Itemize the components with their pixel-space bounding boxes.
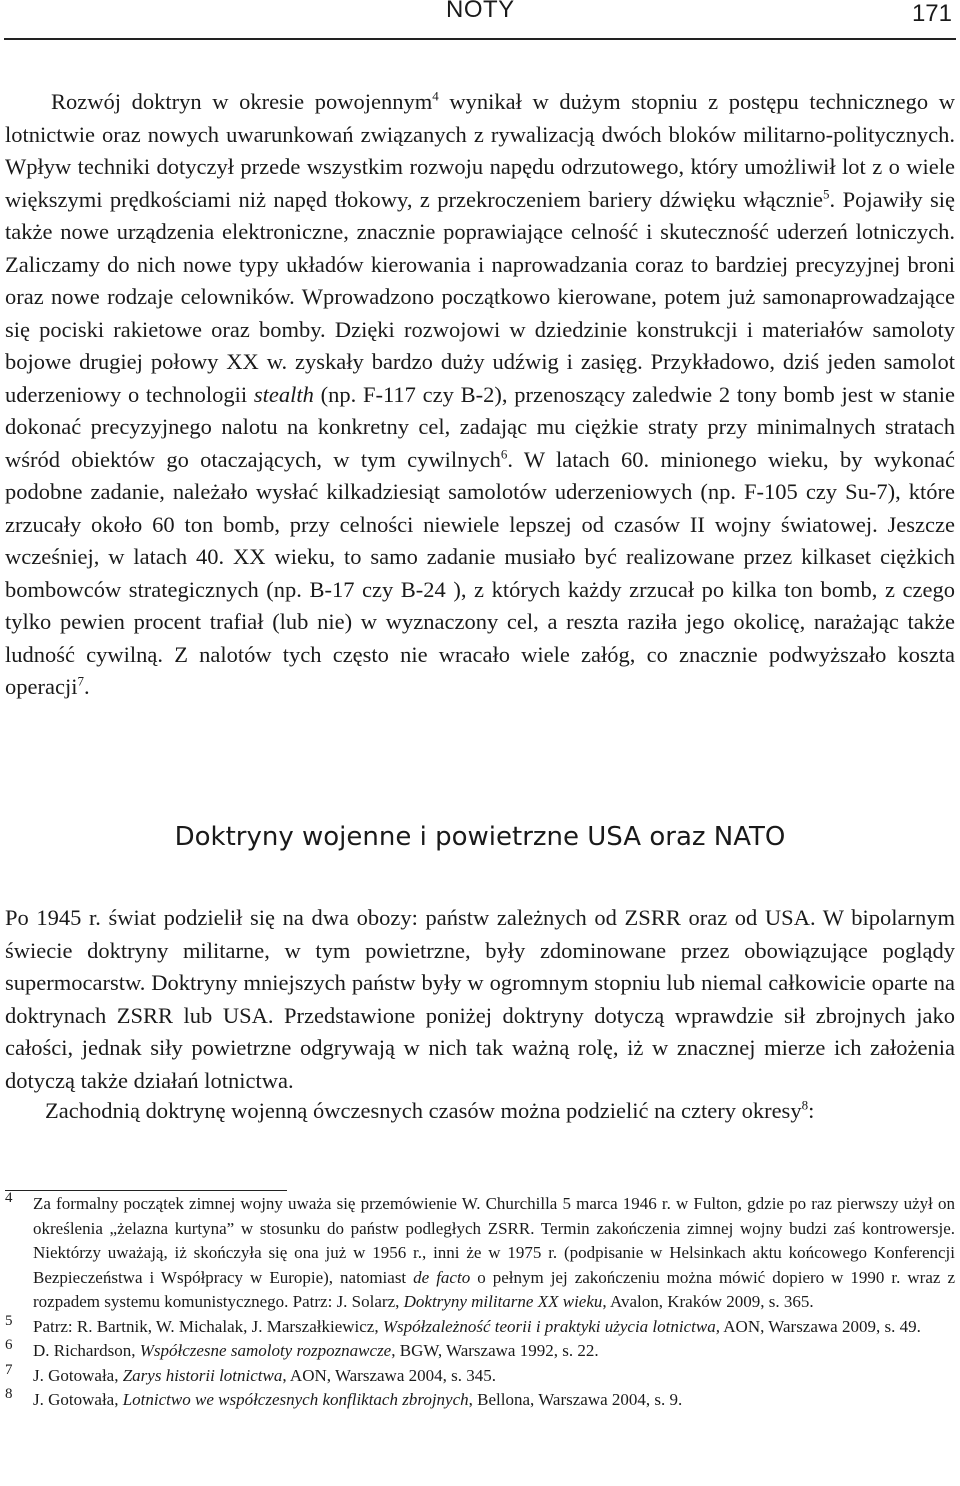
footnote-text: Za formalny początek zimnej wojny uważa się przemówienie W. Churchilla 5 marca 1946 r. w Fulton, gdzie po raz pierwszy użył on określenia „żelazna kurtyna” w stosunku do państw podległych ZSRR. Termin zakończenia zimnej wojny budzi zaś kontrowersje. Niektórzy uważają, iż skończyła się ona już w 1956 r., inni że w 1975 r. (podpisanie w Helsinkach aktu końcowego Konferencji Bezpieczeństwa i Współpracy w Europie), natomiast <box>33 1194 955 1287</box>
footnote-number: 5 <box>5 1312 13 1329</box>
running-head: NOTY <box>446 0 515 23</box>
paragraph-doctrine-development <box>5 86 955 704</box>
text-run: . Pojawiły się także nowe urządzenia elektroniczne, znacznie poprawiające celność i skuteczność uderzeń lotniczych. Zaliczamy do nich nowe typy układów kierowania i naprowadzania coraz to bardziej precyzyjnej broni oraz nowe rodzaje celowników. Wprowadzono początkowo kierowane, potem już samonaprowadzające się pociski rakietowe oraz bomby. Dzięki rozwojowi w dziedzinie konstrukcji i materiałów samoloty bojowe drugiej połowy XX w. zyskały bardzo duży udźwig i zasięg. Przykładowo, dziś jeden samolot uderzeniowy o technologii <box>5 186 955 407</box>
footnote-title: Zarys historii lotnictwa <box>122 1365 283 1385</box>
footnotes <box>5 1192 955 1413</box>
footnote-4 <box>5 1192 955 1315</box>
paragraph-bipolar-world: Po 1945 r. świat podzielił się na dwa obozy: państw zależnych od ZSRR oraz od USA. W bipolarnym świecie doktryny militarne, w tym powietrzne, były zdominowane przez obowiązujące poglądy supermocarstw. Doktryny mniejszych państw były w ogromnym stopniu lub niemal całkowicie oparte na doktrynach ZSRR lub USA. Przedstawione poniżej doktryny dotyczą wprawdzie sił zbrojnych jako całości, jednak siły powietrzne odgrywają w nich tak ważną rolę, iż w znacznej mierze ich założenia dotyczą także działań lotnictwa. <box>5 905 955 1093</box>
footnote-italic: de facto <box>413 1267 471 1287</box>
footnote-6 <box>5 1339 955 1364</box>
footnote-5 <box>5 1312 955 1340</box>
text-run: wynikał w dużym stopniu z postępu technicznego w lotnictwie oraz nowych uwarunkowań związanych z rywalizacją dwóch bloków militarno-politycznych. Wpływ techniki dotyczył przede wszystkim rozwoju napędu odrzutowego, który umożliwił lot z o wiele większymi prędkościami niż napęd tłokowy, z przekroczeniem bariery dźwięku włącznie <box>5 89 955 212</box>
text-run: Zachodnią doktrynę wojenną ówczesnych czasów można podzielić na cztery okresy <box>45 1098 802 1123</box>
footnote-ref-5[interactable]: 5 <box>823 186 830 201</box>
text-run: : <box>808 1098 815 1123</box>
footnote-text: o pełnym jej zakończeniu można mówić dopiero w 1990 r. wraz z rozpadem systemu komunistycznego. Patrz: J. Solarz, <box>33 1267 955 1311</box>
paragraph-western-doctrine <box>5 1095 955 1128</box>
footnote-7 <box>5 1361 955 1389</box>
footnote-ref-4[interactable]: 4 <box>432 88 439 104</box>
footnote-text: , AON, Warszawa 2004, s. 345. <box>282 1365 496 1385</box>
header-rule <box>4 38 956 40</box>
footnote-ref-6[interactable]: 6 <box>500 446 508 461</box>
footnote-rule <box>5 1190 287 1191</box>
footnote-text: J. Gotowała, <box>33 1390 123 1409</box>
footnote-text: J. Gotowała, <box>33 1365 123 1385</box>
section-heading: Doktryny wojenne i powietrzne USA oraz NATO <box>174 822 786 852</box>
footnote-text: AON, Warszawa 2009, s. 49. <box>719 1316 921 1336</box>
footnote-title: Doktryny militarne XX wieku <box>403 1292 603 1311</box>
footnote-number: 7 <box>5 1361 13 1378</box>
footnote-number: 8 <box>5 1386 13 1402</box>
text-run: (np. F-117 czy B-2), przenoszący zaledwie 2 tony bomb jest w stanie dokonać precyzyjnego nalotu na konkretny cel, zadając mu ciężkie straty przy minimalnych stratach wśród obiektów go otaczających, w tym cywilnych <box>5 381 955 472</box>
footnote-8 <box>5 1388 955 1413</box>
footnote-title: Współzależność teorii i praktyki użycia lotnictwa, <box>382 1316 720 1336</box>
footnote-text: D. Richardson, <box>33 1341 140 1360</box>
text-run: . <box>83 674 90 699</box>
footnote-text: , BGW, Warszawa 1992, s. 22. <box>391 1341 599 1360</box>
footnote-number: 6 <box>5 1337 13 1353</box>
italic-term: stealth <box>253 381 314 407</box>
footnote-title: Lotnictwo we współczesnych konfliktach zbrojnych <box>122 1390 469 1409</box>
footnote-ref-7[interactable]: 7 <box>77 673 84 689</box>
page-number: 171 <box>911 0 952 27</box>
footnote-text: Patrz: R. Bartnik, W. Michalak, J. Marszałkiewicz, <box>33 1316 383 1336</box>
footnote-ref-8[interactable]: 8 <box>801 1097 809 1113</box>
footnote-number: 4 <box>5 1190 13 1206</box>
page-header <box>0 0 960 40</box>
footnote-text: , Bellona, Warszawa 2004, s. 9. <box>468 1390 683 1409</box>
footnote-title: Współczesne samoloty rozpoznawcze <box>139 1341 392 1360</box>
text-run: Rozwój doktryn w okresie powojennym <box>51 89 433 114</box>
footnote-text: , Avalon, Kraków 2009, s. 365. <box>602 1292 814 1311</box>
text-run: . W latach 60. minionego wieku, by wykonać podobne zadanie, należało wysłać kilkadziesiąt samolotów uderzeniowych (np. F-105 czy Su-7), które zrzucały około 60 ton bomb, przy celności niewiele lepszej od czasów II wojny światowej. Jeszcze wcześniej, w latach 40. XX wieku, to samo zadanie musiało być realizowane przez kilkaset ciężkich bombowców strategicznych (np. B-17 czy B-24 ), z których każdy zrzucał po kilka ton bomb, z czego tylko pewien procent trafiał (lub nie) w wyznaczony cel, a reszta raziła jego okolicę, narażając także ludność cywilną. Z nalotów tych często nie wracało wiele załóg, co znacznie podwyższało koszta operacji <box>5 446 955 699</box>
